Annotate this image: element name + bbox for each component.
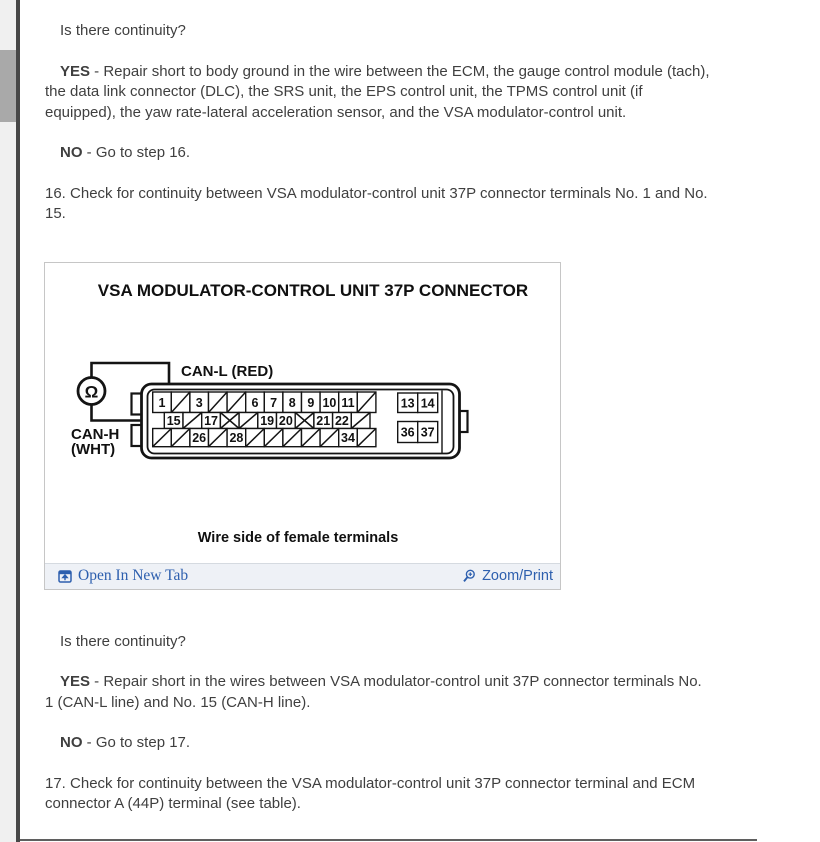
- no-result-paragraph: NO - Go to step 16.: [60, 144, 191, 161]
- svg-text:7: 7: [270, 395, 278, 410]
- bottom-divider: [20, 839, 757, 841]
- step-16-paragraph: 16. Check for continuity between VSA modulator-control unit 37P connector terminals No. 1 and No. 15.: [45, 184, 708, 222]
- svg-text:11: 11: [341, 395, 355, 410]
- svg-text:3: 3: [195, 395, 203, 410]
- ohm-symbol: Ω: [84, 382, 99, 401]
- svg-text:36: 36: [400, 425, 415, 439]
- svg-text:19: 19: [260, 413, 275, 428]
- zoom-print-link[interactable]: Zoom/Print: [461, 566, 553, 587]
- can-h-label-line1: CAN-H: [71, 425, 120, 443]
- svg-text:37: 37: [420, 425, 435, 439]
- connector-diagram: [45, 263, 560, 563]
- open-in-new-tab-link[interactable]: Open In New Tab: [58, 566, 188, 587]
- svg-text:8: 8: [288, 395, 296, 410]
- svg-text:10: 10: [322, 395, 337, 410]
- yes-result-paragraph: YES - Repair short to body ground in the wire between the ECM, the gauge control module (tach), the data link connector (DLC), the SRS unit, the EPS control unit, the TPMS control unit (if equipped), the yaw rate-lateral acceleration sensor, and the VSA modulator-control unit.: [45, 62, 710, 121]
- scrollbar-thumb[interactable]: [0, 50, 16, 122]
- zoom-print-icon: [461, 569, 476, 584]
- can-l-label: CAN-L (RED): [181, 362, 274, 380]
- svg-text:21: 21: [316, 413, 331, 428]
- svg-text:1: 1: [158, 395, 166, 410]
- svg-text:22: 22: [334, 413, 349, 428]
- connector-figure: [44, 262, 561, 590]
- can-h-label-line2: (WHT): [71, 440, 116, 458]
- svg-text:34: 34: [341, 430, 355, 445]
- figure-toolbar: [45, 563, 560, 589]
- svg-text:20: 20: [278, 413, 293, 428]
- yes-result-paragraph: YES - Repair short in the wires between VSA modulator-control unit 37P connector terminals No. 1 (CAN-L line) and No. 15 (CAN-H line).: [45, 673, 702, 711]
- open-in-new-tab-icon: [58, 569, 72, 583]
- yes-label: YES: [60, 62, 91, 80]
- no-label: NO: [60, 144, 83, 161]
- question-text: Is there continuity?: [60, 632, 186, 650]
- svg-text:26: 26: [192, 430, 207, 445]
- no-result-paragraph: NO - Go to step 17.: [60, 734, 191, 751]
- svg-text:9: 9: [307, 395, 315, 410]
- procedure-page: [20, 0, 820, 835]
- question-text: Is there continuity?: [60, 22, 186, 39]
- svg-text:15: 15: [166, 413, 181, 428]
- svg-text:13: 13: [400, 395, 415, 410]
- svg-text:6: 6: [251, 395, 259, 410]
- vertical-scrollbar[interactable]: [0, 0, 16, 842]
- svg-text:17: 17: [204, 413, 219, 428]
- figure-caption: Wire side of female terminals: [197, 529, 399, 546]
- svg-text:28: 28: [229, 430, 244, 445]
- figure-title: VSA MODULATOR-CONTROL UNIT 37P CONNECTOR: [97, 280, 529, 300]
- no-label: NO: [60, 734, 83, 751]
- svg-text:14: 14: [420, 395, 435, 410]
- yes-label: YES: [60, 673, 91, 690]
- step-17-paragraph: 17. Check for continuity between the VSA modulator-control unit 37P connector terminal and ECM connector A (44P) terminal (see table).: [45, 774, 696, 812]
